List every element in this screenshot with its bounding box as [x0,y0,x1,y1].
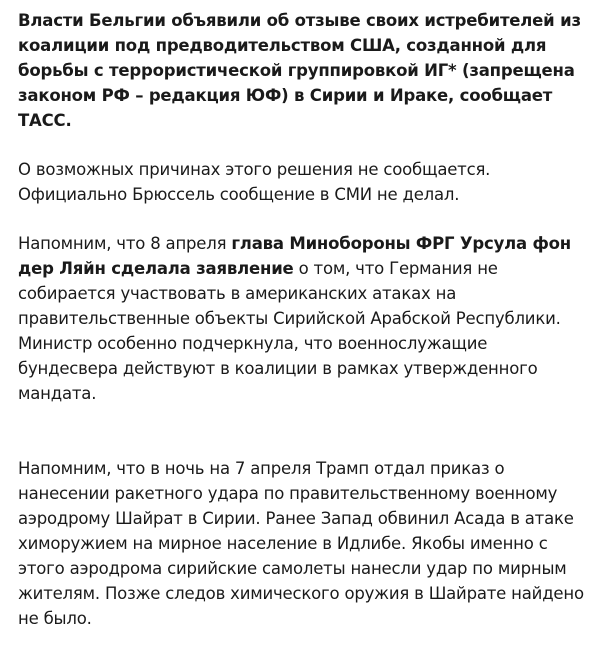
paragraph-2-bold-statement: глава Минобороны ФРГ Урсула фон дер Ляйн сделала заявление [18,234,571,278]
article-paragraph-3: Напомним, что в ночь на 7 апреля Трамп отдал приказ о нанесении ракетного удара по правительственному военному аэродрому Шайрат в Сирии. Ранее Запад обвинил Асада в атаке химоружием на мирное население в Идлибе. Якобы именно с этого аэродрома сирийские самолеты нанесли удар по мирным жителям. Позже следов химического оружия в Шайрате найдено не было. [18,459,584,628]
article-body [18,8,590,655]
paragraph-2-intro: Напомним, что 8 апреля [18,234,232,253]
article-paragraph-2 [18,231,590,406]
article-paragraph-1: О возможных причинах этого решения не сообщается. Официально Брюссель сообщение в СМИ не делал. [18,160,491,204]
article-lead: Власти Бельгии объявили об отзыве своих истребителей из коалиции под предводительством США, созданной для борьбы с террористической группировкой ИГ* (запрещена законом РФ – редакция ЮФ) в Сирии и Ираке, сообщает ТАСС. [18,11,581,130]
paragraph-2-rest: о том, что Германия не собирается участвовать в американских атаках на правительственные объекты Сирийской Арабской Республики. Министр особенно подчеркнула, что военнослужащие бундесвера действуют в коалиции в рамках утвержденного мандата. [18,259,561,403]
